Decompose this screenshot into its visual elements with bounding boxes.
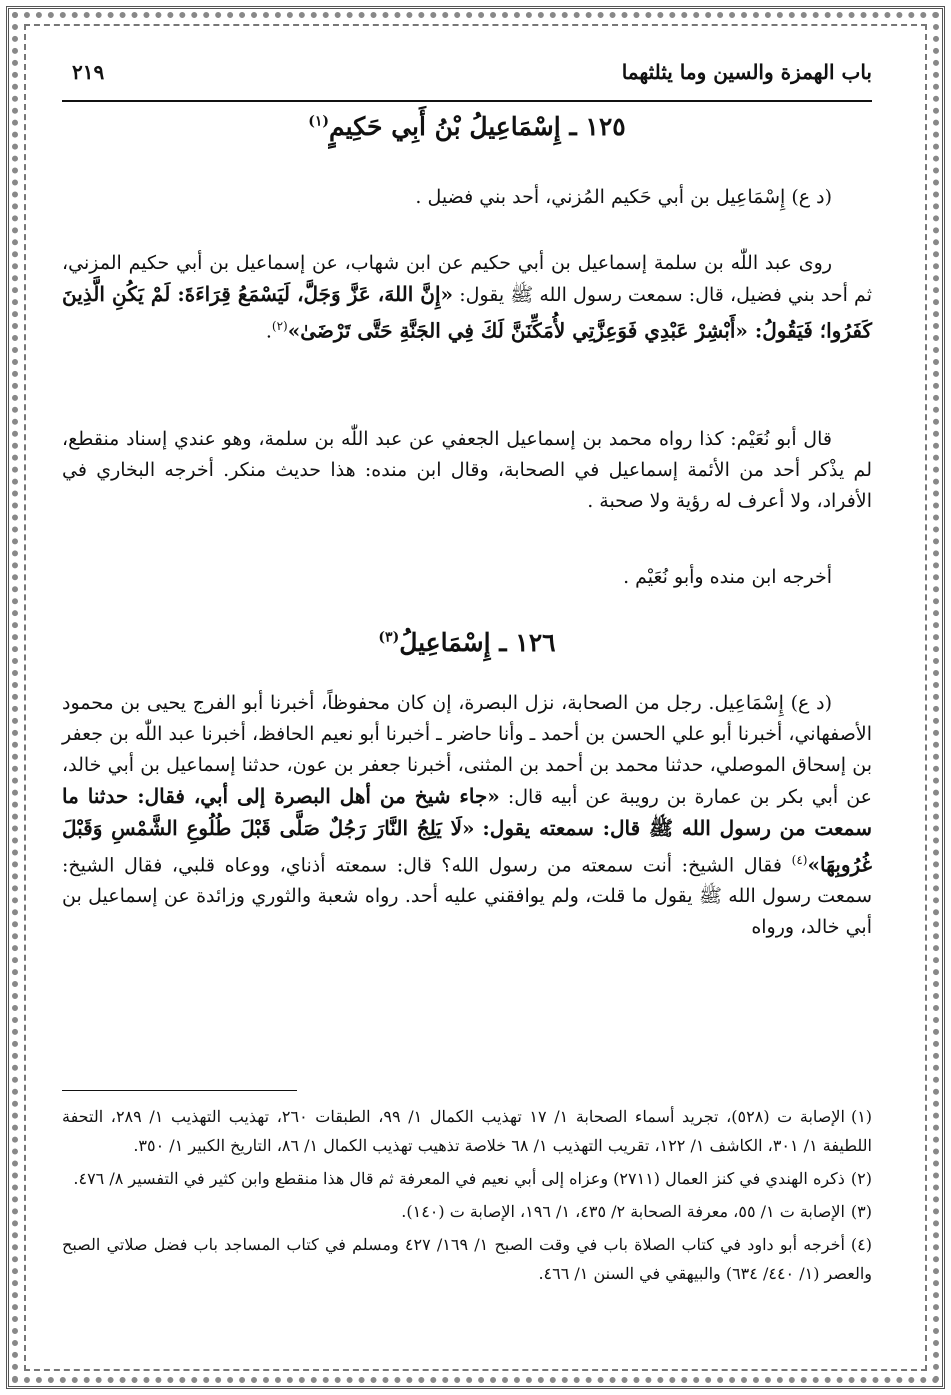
footnote-number: (٣) xyxy=(850,1202,872,1221)
footnote-text: الإصابة ت (٥٢٨)، تجريد أسماء الصحابة ١/ ١٧ تهذيب الكمال ١/ ٩٩، الطبقات ٢٦٠، تهذيب التهذيب ١/ ٢٨٩، التحفة اللطيفة ١/ ٣٠١، الكاشف ١/ ١٢٢، تقريب التهذيب ١/ ٦٨ خلاصة تذهيب تهذيب الكمال ١/ ٨٦، التاريخ الكبير ١/ ٣٥٠. xyxy=(62,1107,872,1155)
running-header xyxy=(62,60,872,96)
entry-126-quote: «جاء شيخ من أهل البصرة إلى أبي، فقال: حدثنا ما سمعت من رسول الله ﷺ قال: سمعته يقول: xyxy=(62,784,872,840)
chapter-title: باب الهمزة والسين وما يثلثهما xyxy=(621,60,872,84)
footnote-text: ذكره الهندي في كنز العمال (٢٧١١) وعزاه إلى أبي نعيم في المعرفة ثم قال هذا منقطع وابن كثير في التفسير ٨/ ٤٧٦. xyxy=(73,1169,845,1188)
entry-125-paragraph-1 xyxy=(62,248,872,347)
entry-125-heading xyxy=(62,112,872,141)
entry-125-paragraph-3: أخرجه ابن منده وأبو نُعَيْم . xyxy=(623,566,832,588)
entry-125-title: ١٢٥ ـ إِسْمَاعِيلُ بْنُ أَبِي حَكِيمٍ xyxy=(329,112,626,141)
footnote-ref-1: (١) xyxy=(308,113,330,130)
footnote-ref-3: (٣) xyxy=(378,629,400,646)
footnote-number: (١) xyxy=(850,1107,873,1126)
footnote-text: الإصابة ت ١/ ٥٥، معرفة الصحابة ٢/ ٤٣٥، ١/ ١٩٦، الإصابة ت (١٤٠). xyxy=(401,1202,845,1221)
entry-126-hadith: «لَا يَلِجُ النَّارَ رَجُلٌ صَلَّى قَبْلَ طُلُوعِ الشَّمْسِ وَقَبْلَ غُرُوبِهَا» xyxy=(62,816,872,877)
entry-125-intro: (د ع) إِسْمَاعِيل بن أبي حَكيم المُزني، أحد بني فضيل . xyxy=(415,186,832,208)
footnotes xyxy=(62,1102,872,1292)
footnote-item xyxy=(62,1197,872,1226)
footnote-text: أخرجه أبو داود في كتاب الصلاة باب في وقت الصبح ١/ ١٦٩/ ٤٢٧ ومسلم في كتاب المساجد باب فضل صلاتي الصبح والعصر (١/ ٤٤٠/ ٦٣٤) والبيهقي في السنن ١/ ٤٦٦. xyxy=(62,1235,872,1283)
page-number: ٢١٩ xyxy=(72,60,105,84)
footnote-number: (٢) xyxy=(850,1169,872,1188)
footnote-number: (٤) xyxy=(850,1235,872,1254)
entry-126-continuation: فقال الشيخ: أنت سمعته من رسول الله؟ قال: سمعته أذناي، ووعاه قلبي، فقال الشيخ: سمعت رسول الله ﷺ يقول ما قلت، ولم يوافقني عليه أحد. رواه شعبة والثوري وزائدة عن إسماعيل بن أبي خالد، ورواه xyxy=(62,854,872,939)
entry-126-paragraph-1 xyxy=(62,688,872,943)
entry-125-narration: روى عبد اللّٰه بن سلمة إسماعيل بن أبي حكيم عن ابن شهاب، عن إسماعيل بن أبي حكيم المزني، ثم أحد بني فضيل، قال: سمعت رسول الله ﷺ يقول: xyxy=(62,252,872,306)
entry-126-heading xyxy=(62,628,872,657)
book-page xyxy=(62,50,872,1340)
footnote-item xyxy=(62,1230,872,1288)
entry-125-hadith: «إِنَّ اللهَ، عَزَّ وَجَلَّ، لَيَسْمَعُ قِرَاءَةَ: لَمْ يَكُنِ الَّذِينَ كَفَرُوا؛ فَيَقُولُ: «أَبْشِرْ عَبْدِي فَوَعِزَّتِي لأُمَكِّنَنَّ لَكَ فِي الجَنَّةِ حَتَّى تَرْضَىٰ» xyxy=(62,282,872,343)
footnote-separator xyxy=(62,1090,297,1091)
header-rule xyxy=(62,100,872,102)
entry-125-end-mark: . xyxy=(265,320,272,343)
footnote-item xyxy=(62,1102,872,1160)
footnote-item xyxy=(62,1164,872,1193)
entry-126-narration: (د ع) إِسْمَاعِيل. رجل من الصحابة، نزل البصرة، إن كان محفوظاً، أخبرنا أبو الفرج يحيى بن محمود الأصفهاني، أخبرنا أبو علي الحسن بن أحمد ـ وأنا حاضر ـ أخبرنا أبو نعيم الحافظ، أخبرنا عبد اللّٰه بن جعفر بن إسحاق الموصلي، حدثنا محمد بن أحمد بن المثنى، أخبرنا جعفر بن عون، حدثنا إسماعيل بن أبي خالد، عن أبي بكر بن عمارة بن رويبة عن أبيه قال: xyxy=(62,692,873,808)
footnote-ref-2: (٢) xyxy=(271,319,288,333)
footnote-ref-4: (٤) xyxy=(791,853,808,867)
entry-125-paragraph-2: قال أبو نُعَيْم: كذا رواه محمد بن إسماعيل الجعفي عن عبد اللّٰه بن سلمة، وهو عندي إسناد منقطع، لم يذْكر أحد من الأئمة إسماعيل في الصحابة، وقال ابن منده: هذا حديث منكر. أخرجه البخاري في الأفراد، ولا أعرف له رؤية ولا صحبة . xyxy=(62,428,872,512)
entry-126-title: ١٢٦ ـ إِسْمَاعِيلُ xyxy=(399,628,556,657)
